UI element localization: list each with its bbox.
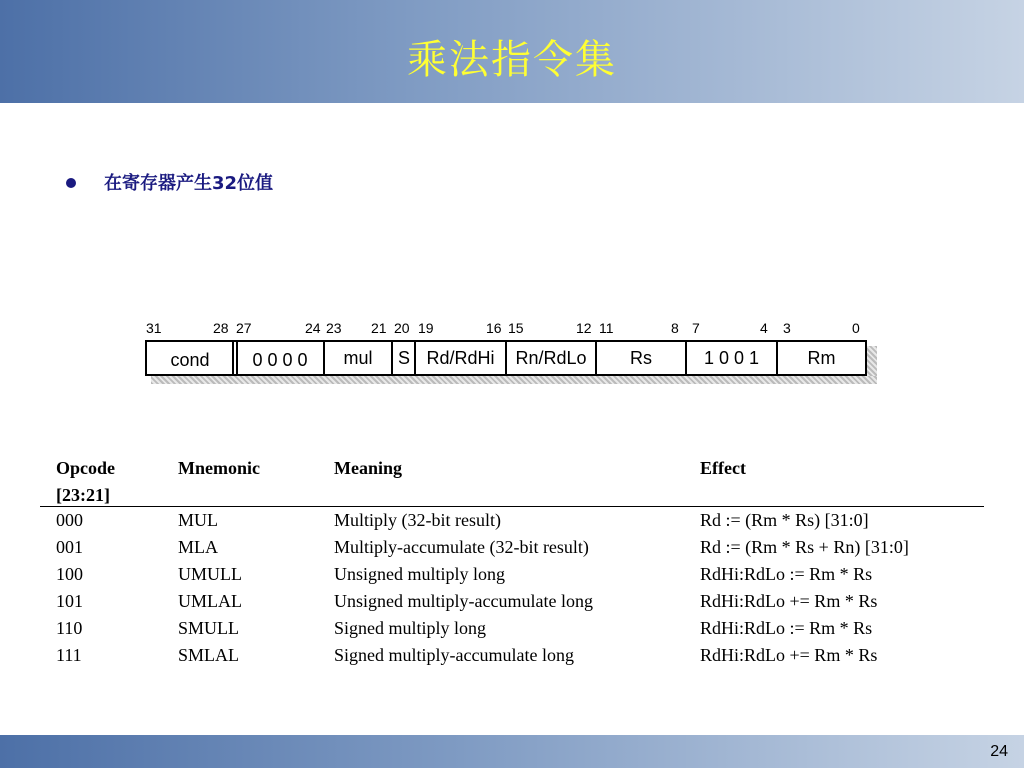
field-zero-bits: 0 0 0 0 (252, 349, 308, 370)
cell-mnemonic: MLA (178, 537, 218, 557)
bit-label: 21 (371, 320, 387, 336)
bit-label: 27 (236, 320, 252, 336)
multiply-instructions-table (40, 455, 984, 669)
cell-effect: Rd := (Rm * Rs) [31:0] (700, 510, 869, 530)
header-mnemonic: Mnemonic (178, 458, 260, 478)
field-rn-rdlo: Rn/RdLo (515, 347, 587, 368)
cell-meaning: Unsigned multiply long (334, 564, 505, 584)
header-opcode (56, 455, 115, 509)
field-divider (236, 340, 238, 376)
header-opcode-line2: [23:21] (56, 485, 110, 505)
cell-opcode: 110 (56, 618, 83, 638)
cell-opcode: 101 (56, 591, 83, 611)
bit-label: 16 (486, 320, 502, 336)
bit-label: 28 (213, 320, 229, 336)
cell-effect: RdHi:RdLo := Rm * Rs (700, 564, 873, 584)
field-1001-bits: 1 0 0 1 (703, 347, 760, 368)
bit-label: 11 (599, 320, 614, 336)
cell-effect: RdHi:RdLo := Rm * Rs (700, 618, 873, 638)
cell-effect: RdHi:RdLo += Rm * Rs (700, 591, 878, 611)
cell-effect: Rd := (Rm * Rs + Rn) [31:0] (700, 537, 909, 557)
table-row (40, 507, 984, 534)
bit-label: 31 (146, 320, 162, 336)
cell-mnemonic: SMLAL (178, 645, 240, 665)
cell-opcode: 000 (56, 510, 83, 530)
bit-label: 24 (305, 320, 321, 336)
field-divider (414, 340, 416, 376)
table-row (40, 561, 984, 588)
cell-opcode: 001 (56, 537, 83, 557)
header-opcode-line1: Opcode (56, 458, 116, 478)
table-row (40, 615, 984, 642)
cell-mnemonic: MUL (178, 510, 218, 530)
field-divider (391, 340, 393, 376)
cell-meaning: Signed multiply-accumulate long (334, 645, 574, 665)
field-divider (505, 340, 507, 376)
bit-label: 3 (783, 320, 791, 336)
bit-label: 7 (692, 320, 700, 336)
cell-meaning: Multiply-accumulate (32-bit result) (334, 537, 589, 557)
field-rd-rdhi: Rd/RdHi (426, 347, 495, 368)
cell-mnemonic: SMULL (178, 618, 240, 638)
field-shadow (151, 376, 877, 384)
cell-mnemonic: UMULL (178, 564, 242, 584)
bit-label: 4 (760, 320, 768, 336)
bullet-text: 在寄存器产生32位值 (104, 173, 274, 194)
field-mul: mul (343, 347, 373, 368)
cell-meaning: Multiply (32-bit result) (334, 510, 501, 530)
table-row (40, 642, 984, 669)
bit-label: 0 (852, 320, 860, 336)
field-cond: cond (170, 349, 210, 370)
field-divider (685, 340, 687, 376)
slide-title: 乘法指令集 (407, 37, 617, 83)
bit-label: 12 (576, 320, 592, 336)
field-divider (595, 340, 597, 376)
header-meaning: Meaning (334, 458, 403, 478)
field-divider (776, 340, 778, 376)
bit-label: 19 (418, 320, 434, 336)
table-row (40, 534, 984, 561)
bit-label: 15 (508, 320, 524, 336)
cell-mnemonic: UMLAL (178, 591, 242, 611)
field-rs: Rs (630, 347, 652, 368)
table-row (40, 588, 984, 615)
cell-effect: RdHi:RdLo += Rm * Rs (700, 645, 878, 665)
field-rm: Rm (807, 347, 836, 368)
table-header (40, 455, 984, 507)
cell-opcode: 111 (56, 645, 82, 665)
cell-meaning: Unsigned multiply-accumulate long (334, 591, 593, 611)
cell-meaning: Signed multiply long (334, 618, 487, 638)
page-number: 24 (990, 743, 1008, 760)
field-s: S (397, 347, 410, 368)
field-divider (323, 340, 325, 376)
slide-footer-bar (0, 735, 1024, 768)
cell-opcode: 100 (56, 564, 83, 584)
header-effect: Effect (700, 458, 746, 478)
bit-label: 20 (394, 320, 410, 336)
bit-label: 23 (326, 320, 342, 336)
bit-label: 8 (671, 320, 679, 336)
